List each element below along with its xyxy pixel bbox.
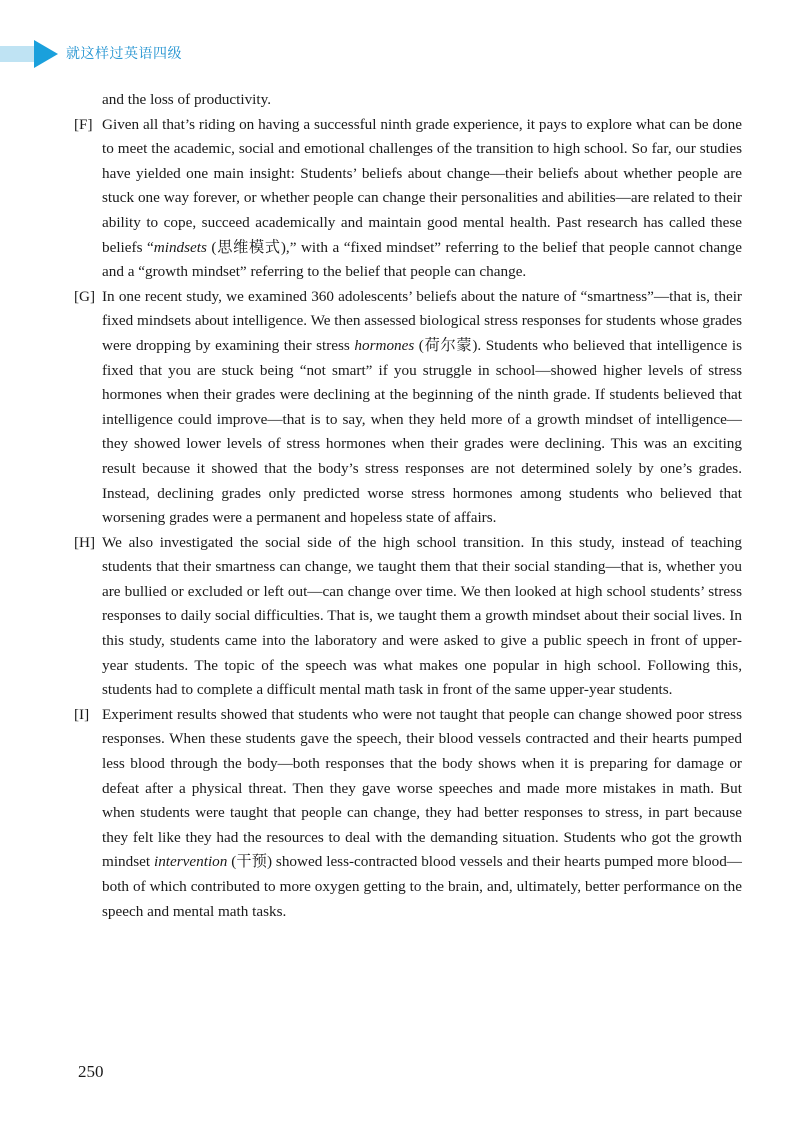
paragraph-f bbox=[74, 113, 742, 285]
paragraph-text: We also investigated the social side of the high school transition. In this study, instead of teaching students that their smartness can change, we taught them that their social standing—that is, whether you are bullied or excluded or left out—can change over time. We then looked at high school students’ stress responses to daily social difficulties. That is, we taught them a growth mindset about their social lives. In this study, students came into the laboratory and were asked to give a public speech in front of upper-year students. The topic of the speech was what makes one popular in high school. Following this, students had to complete a difficult mental math task in front of the same upper-year students. bbox=[102, 533, 742, 699]
term-intervention: intervention bbox=[153, 853, 228, 871]
page-header bbox=[0, 40, 800, 68]
paragraph-g bbox=[74, 285, 742, 531]
paragraph-label: [H] bbox=[74, 533, 96, 551]
page-content bbox=[74, 88, 742, 924]
paragraph-text: In one recent study, we examined 360 adolescents’ beliefs about the nature of “smartness”—that is, their fixed mindsets about intelligence. We then assessed biological stress responses for students whose grades were dropping by examining their stress bbox=[102, 287, 742, 354]
header-arrow-icon bbox=[34, 40, 58, 68]
paragraph-text: Experiment results showed that students who were not taught that people can change showed poor stress responses. When these students gave the speech, their blood vessels contracted and their hearts pumped less blood through the body—both responses that the body shows when it is preparing for damage or defeat after a physical threat. Then they gave worse speeches and made more mistakes in math. But when students were taught that people can change, they had better responses to stress, in part because they felt like they had the resources to deal with the demanding situation. Students who got the growth mindset bbox=[102, 705, 742, 871]
paragraph-text: (荷尔蒙). Students who believed that intelligence is fixed that you are stuck being “not smart” if you struggle in school—showed higher levels of stress hormones when their grades were declining at the beginning of the ninth grade. If students believed that intelligence could improve—that is to say, when they held more of a growth mindset of intelligence—they showed lower levels of stress hormones when their grades were declining. This was an exciting result because it showed that the body’s stress responses are not determined solely by one’s grades. Instead, declining grades only predicted worse stress hormones among students who believed that worsening grades were a permanent and hopeless state of affairs. bbox=[102, 336, 742, 527]
term-hormones: hormones bbox=[354, 336, 415, 354]
paragraph-label: [G] bbox=[74, 287, 96, 305]
paragraph-text: (思维模式),” with a “fixed mindset” referring to the belief that people cannot change and a “growth mindset” referring to the belief that people can change. bbox=[102, 238, 742, 281]
term-mindsets: mindsets bbox=[153, 238, 207, 256]
carryover-text: and the loss of productivity. bbox=[102, 91, 272, 108]
paragraph-text: (干预) showed less-contracted blood vessels and their hearts pumped more blood—both of which contributed to more oxygen getting to the brain, and, ultimately, better performance on the speech and mental math tasks. bbox=[102, 853, 742, 920]
paragraph-label: [F] bbox=[74, 115, 93, 133]
book-title: 就这样过英语四级 bbox=[66, 46, 182, 62]
paragraph-text: Given all that’s riding on having a successful ninth grade experience, it pays to explore what can be done to meet the academic, social and emotional challenges of the transition to high school. So far, our studies have yielded one main insight: Students’ beliefs about change—their beliefs about whether people are stuck one way forever, or whether people can change their personalities and abilities—are related to their ability to cope, succeed academically and maintain good mental health. Past research has called these beliefs “ bbox=[102, 115, 742, 256]
paragraph-i bbox=[74, 703, 742, 924]
header-bar-decoration bbox=[0, 46, 34, 62]
paragraph-h bbox=[74, 531, 742, 703]
paragraph-label: [I] bbox=[74, 705, 90, 723]
page-number: 250 bbox=[78, 1062, 104, 1081]
